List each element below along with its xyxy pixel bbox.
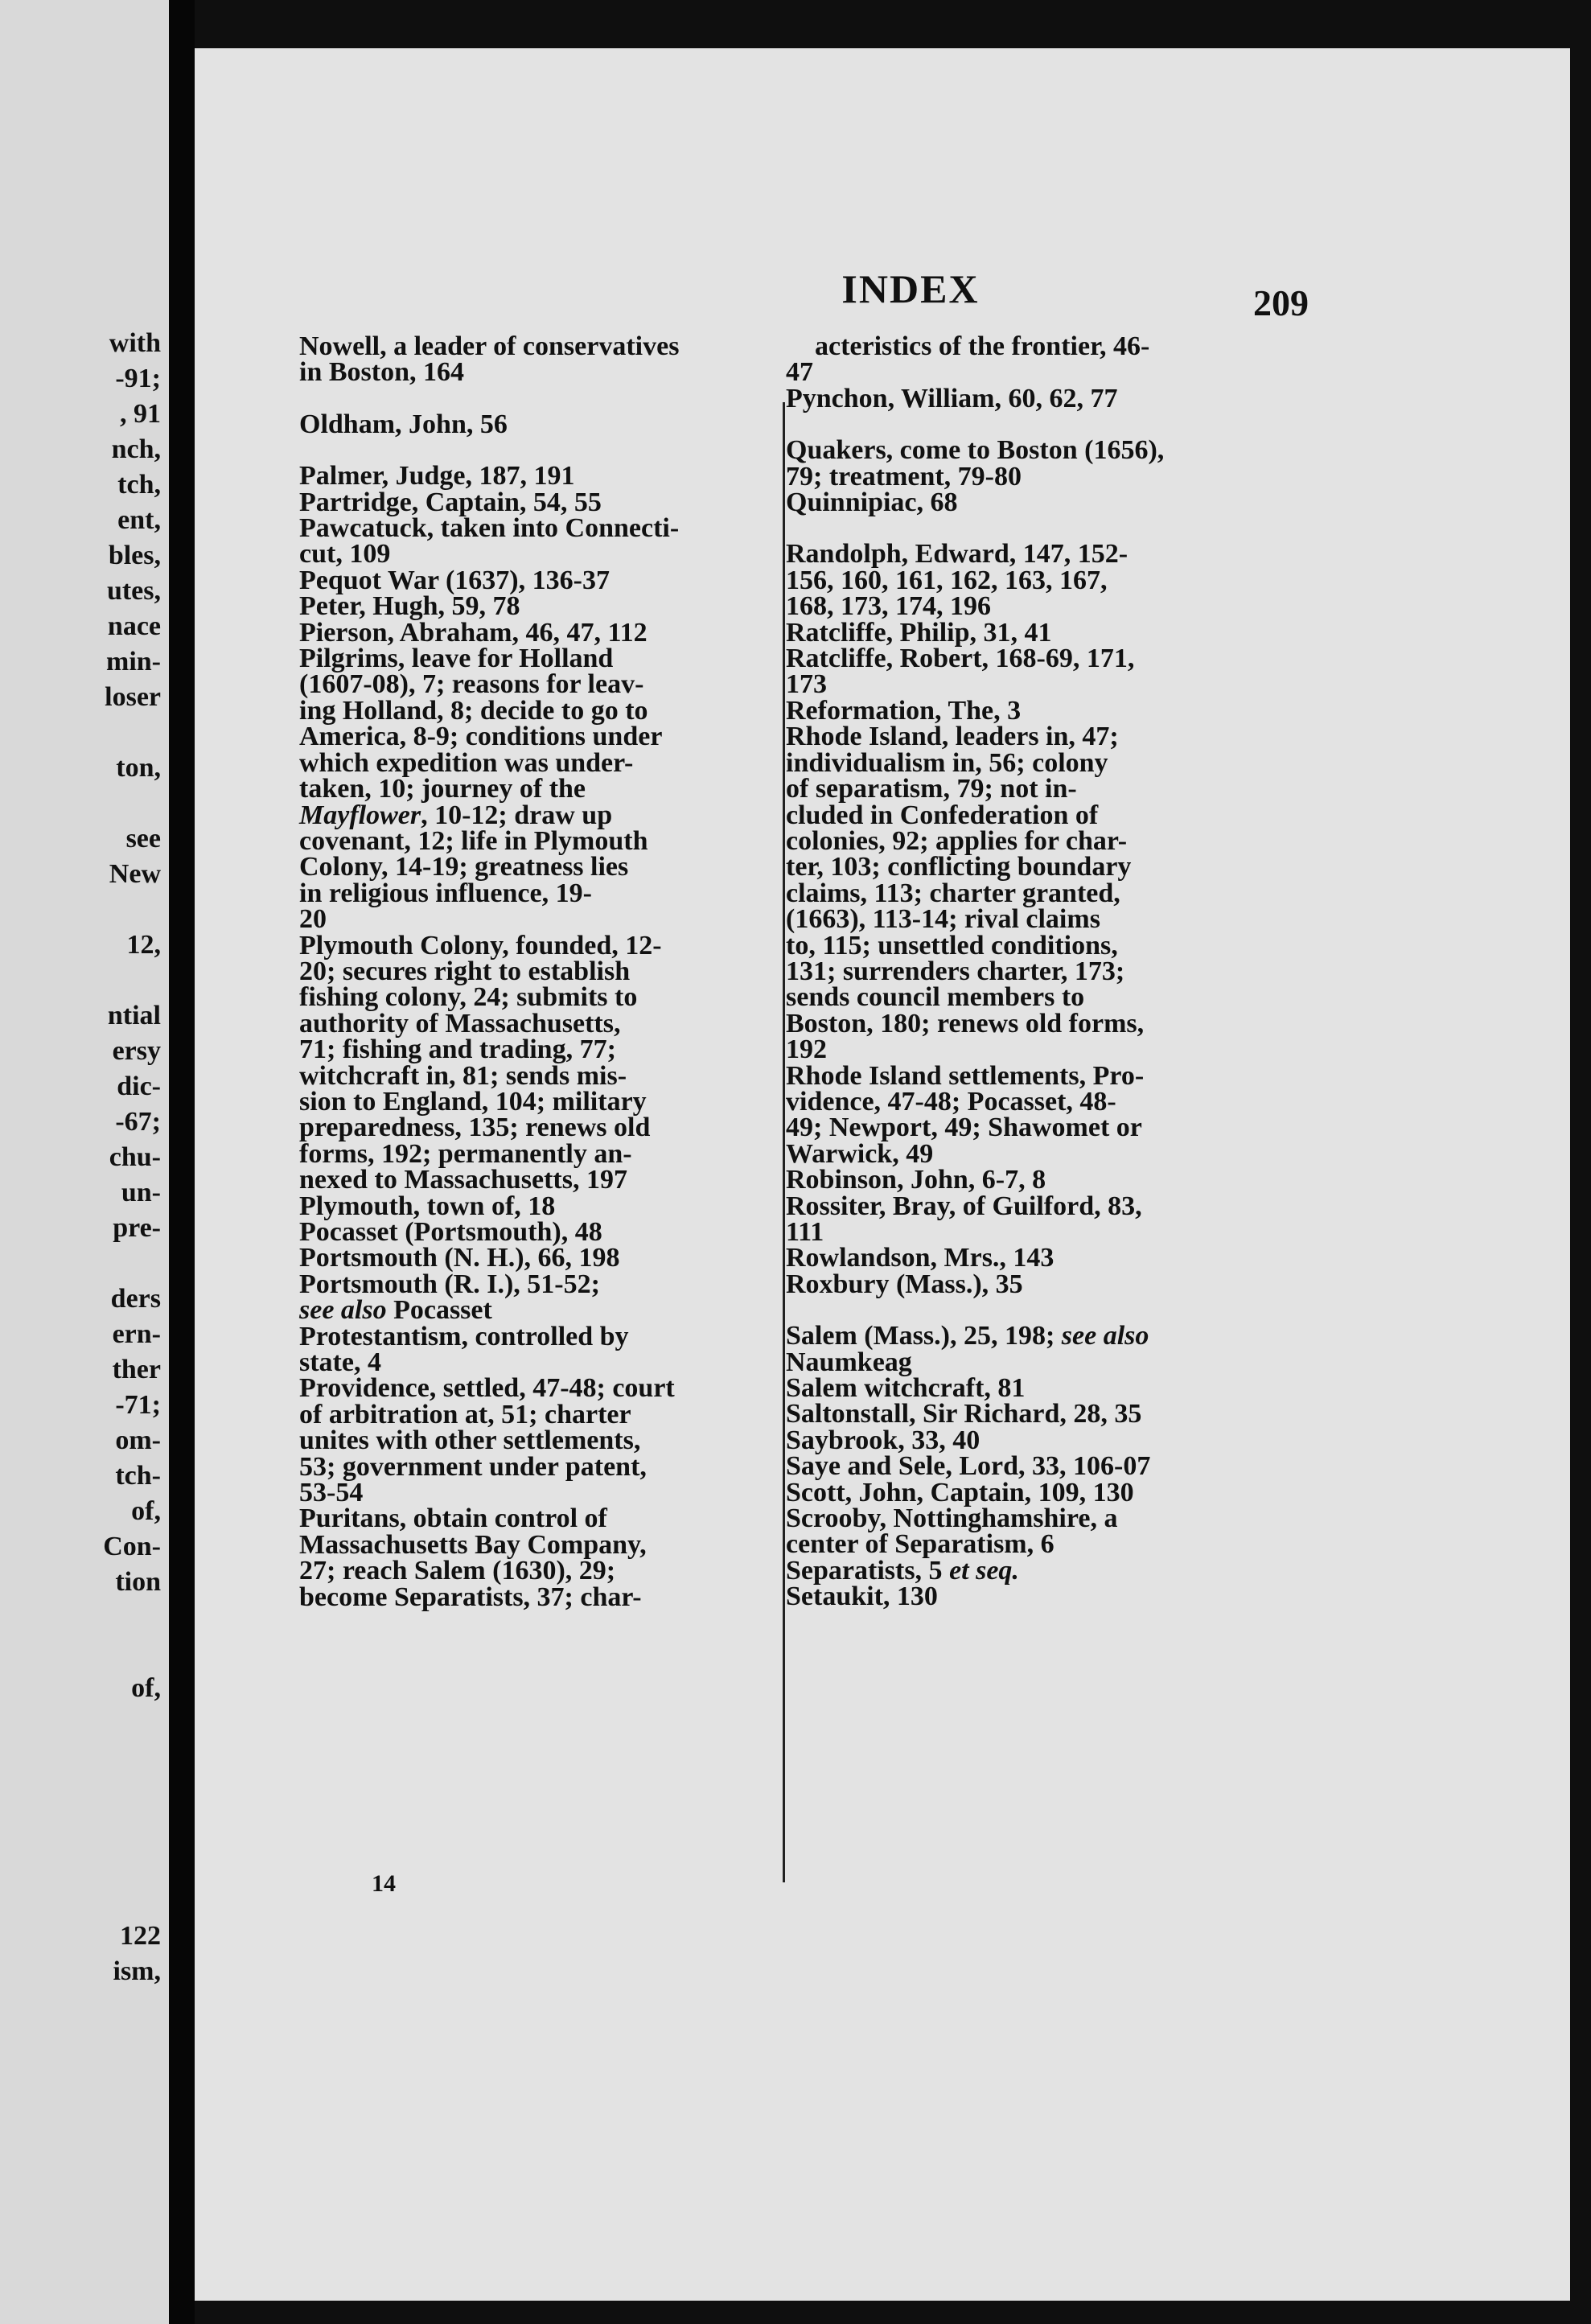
previous-page-fragment: loser [105,682,161,712]
index-entry-line: Scott, John, Captain, 109, 130 [786,1477,1134,1508]
index-entry-line: Randolph, Edward, 147, 152- [786,539,1128,570]
index-entry-line: Ratcliffe, Robert, 168-69, 171, [786,644,1135,674]
index-entry-line: sends council members to [786,982,1085,1013]
previous-page-fragment: ntial [107,1001,161,1030]
index-entry-line: 156, 160, 161, 162, 163, 167, [786,565,1108,595]
index-entry [299,1269,862,1326]
page-title: INDEX [841,266,980,311]
index-entry-line: Saltonstall, Sir Richard, 28, 35 [786,1399,1142,1429]
index-entry [299,1191,862,1221]
previous-page-fragment: -91; [115,364,161,393]
index-entry [299,513,862,570]
index-entry-line: Palmer, Judge, 187, 191 [299,461,575,492]
index-entry-line: Reformation, The, 3 [786,695,1022,726]
previous-page-fragment: , 91 [120,399,161,429]
previous-page-fragment: nace [107,611,161,641]
index-entry [786,617,1341,648]
signature-folio: 14 [372,1870,396,1897]
index-entry-line: Protestantism, controlled by [299,1321,629,1351]
index-entry-line: of separatism, 79; not in- [786,774,1077,804]
index-entry-line: (1663), 113-14; rival claims [786,904,1100,935]
previous-page-fragment: of, [131,1673,161,1703]
previous-page-fragment [0,1883,161,1919]
previous-page-fragment: with [109,328,161,358]
previous-page-fragment: of, [131,1496,161,1526]
index-entry [299,1245,862,1271]
index-entry-line: Quakers, come to Boston (1656), [786,435,1165,466]
index-entry [299,617,862,648]
index-entry-line: Colony, 14-19; greatness lies [299,852,629,882]
previous-page-fragment [0,963,161,998]
index-entry-line: which expedition was under- [299,747,634,778]
index-entry-line: authority of Massachusetts, [299,1008,621,1039]
index-entry [786,1323,1341,1376]
index-entry-continuation [786,331,1341,388]
index-section-gap [786,1298,1341,1323]
index-entry-line: nexed to Massachusetts, 197 [299,1165,627,1195]
index-entry-line: Rhode Island, leaders in, 47; [786,722,1119,752]
index-entry-line: claims, 113; charter granted, [786,878,1120,908]
index-entry-line: Scrooby, Nottinghamshire, a [786,1503,1118,1534]
previous-page-fragment [0,892,161,928]
index-entry-line: Nowell, a leader of conservatives [299,331,680,361]
previous-page-fragment [0,1246,161,1281]
index-entry [299,331,862,388]
index-entry-line: Oldham, John, 56 [299,409,508,439]
previous-page-fragment [0,1812,161,1848]
index-entry [786,646,1341,698]
index-entry [786,1060,1341,1169]
previous-page-fragment: utes, [106,576,161,606]
index-entry-line: state, 4 [299,1347,381,1378]
index-entry-line: 53; government under patent, [299,1451,647,1482]
index-entry-line: 53-54 [299,1478,364,1508]
index-entry-line: Massachusetts Bay Company, [299,1529,647,1560]
previous-page-fragment [0,786,161,821]
index-entry [786,1167,1341,1193]
previous-page-fragment: om- [115,1425,161,1455]
previous-page-fragment: 12, [126,930,161,960]
index-entry-line: Portsmouth (N. H.), 66, 198 [299,1243,620,1273]
index-entry-line: 192 [786,1034,827,1065]
index-entry-line: see also Pocasset [299,1295,492,1326]
previous-page-edge [0,0,169,2324]
previous-page-fragment: New [109,859,161,889]
index-entry-line: Peter, Hugh, 59, 78 [299,591,520,622]
index-entry-line: (1607-08), 7; reasons for leav- [299,669,644,700]
previous-page-fragment: bles, [108,541,161,570]
previous-page-fragment [0,1742,161,1777]
index-entry-line: ing Holland, 8; decide to go to [299,695,648,726]
previous-page-fragment: pre- [113,1213,161,1243]
index-entry-line: of arbitration at, 51; charter [299,1399,631,1429]
index-entry-line: witchcraft in, 81; sends mis- [299,1060,627,1091]
previous-page-fragment [0,1706,161,1742]
index-entry-line: Pawcatuck, taken into Connecti- [299,513,680,544]
index-entry [299,409,862,439]
index-entry [299,930,862,1195]
index-entry-line: Partridge, Captain, 54, 55 [299,487,602,517]
previous-page-fragment: 122 [120,1921,161,1951]
index-entry-line: Rossiter, Bray, of Guilford, 83, [786,1191,1142,1221]
previous-page-fragment [0,1777,161,1812]
index-entry [786,487,1341,518]
previous-page-fragment: dic- [117,1072,161,1101]
index-entry-line: forms, 192; permanently an- [299,1138,632,1169]
index-entry [786,1555,1341,1586]
index-entry [299,487,862,517]
index-entry-line: 47 [786,357,813,388]
index-entry [786,1451,1341,1482]
index-entry-line: fishing colony, 24; submits to [299,982,638,1013]
previous-page-fragment: un- [121,1178,161,1207]
index-section-gap [786,412,1341,438]
column-divider [783,402,785,1882]
index-entry-line: ter, 103; conflicting boundary [786,852,1132,882]
index-entry-line: Boston, 180; renews old forms, [786,1008,1145,1039]
index-entry-line: Setaukit, 130 [786,1582,938,1612]
index-entry-line: America, 8-9; conditions under [299,722,663,752]
index-page [195,48,1570,2301]
index-entry [299,591,862,622]
index-entry [786,383,1341,413]
previous-page-fragment: ern- [112,1319,161,1349]
index-entry-line: Saybrook, 33, 40 [786,1425,980,1455]
index-entry-line: 79; treatment, 79-80 [786,461,1022,492]
index-entry-line: Pocasset (Portsmouth), 48 [299,1217,602,1247]
previous-page-fragment: ent, [117,505,161,535]
index-entry-line: Pequot War (1637), 136-37 [299,565,610,595]
index-entry [786,1425,1341,1455]
index-entry-line: to, 115; unsettled conditions, [786,930,1118,960]
index-entry [299,1373,862,1508]
index-entry-line: Plymouth, town of, 18 [299,1191,556,1221]
index-entry-line: 71; fishing and trading, 77; [299,1034,616,1065]
index-entry [786,724,1341,1063]
index-entry-line: Naumkeag [786,1347,912,1377]
previous-page-fragment: -71; [115,1390,161,1420]
index-entry-line: cluded in Confederation of [786,800,1099,830]
index-entry-line: 20 [299,904,327,935]
book-gutter [169,0,195,2324]
previous-page-fragment: ism, [113,1956,161,1986]
index-section-gap [786,516,1341,541]
index-entry [786,1245,1341,1271]
index-entry [299,565,862,595]
index-entry-line: Plymouth Colony, founded, 12- [299,930,662,960]
previous-page-fragment: ton, [116,753,161,783]
index-entry [786,1477,1341,1508]
index-entry-line: in Boston, 164 [299,357,464,388]
index-entry-line: vidence, 47-48; Pocasset, 48- [786,1086,1116,1117]
index-entry-line: Portsmouth (R. I.), 51-52; [299,1269,600,1299]
index-entry-line: Robinson, John, 6-7, 8 [786,1165,1046,1195]
index-entry-line: Warwick, 49 [786,1138,934,1169]
index-entry-line: Pilgrims, leave for Holland [299,644,614,674]
previous-page-fragment: tion [115,1567,161,1597]
previous-page-fragment: tch, [117,470,161,500]
index-entry-line: Ratcliffe, Philip, 31, 41 [786,617,1052,648]
index-entry [299,1321,862,1378]
previous-page-fragment: -67; [115,1107,161,1137]
index-entry-line: 111 [786,1217,824,1247]
index-entry [786,1584,1341,1610]
index-entry [786,695,1341,726]
index-entry-line: Quinnipiac, 68 [786,487,958,518]
index-entry [786,1401,1341,1427]
index-entry [299,461,862,492]
index-entry-line: 49; Newport, 49; Shawomet or [786,1113,1142,1143]
index-entry-line: Separatists, 5 et seq. [786,1555,1019,1586]
previous-page-fragment [0,1635,161,1671]
index-entry [786,539,1341,622]
previous-page-fragment [0,1848,161,1883]
index-entry-line: cut, 109 [299,539,391,570]
index-entry [299,1217,862,1247]
previous-page-fragment [0,1600,161,1635]
page-number: 209 [1253,282,1309,323]
index-entry-line: Pierson, Abraham, 46, 47, 112 [299,617,648,648]
index-entry-line: 131; surrenders charter, 173; [786,956,1125,986]
index-entry-line: Puritans, obtain control of [299,1503,607,1534]
index-section-gap [299,438,862,463]
index-entry-line: taken, 10; journey of the [299,774,586,804]
index-entry [786,1191,1341,1247]
index-entry-line: 173 [786,669,827,700]
previous-page-fragment: ther [112,1355,161,1384]
index-entry-line: Pynchon, William, 60, 62, 77 [786,383,1118,413]
index-entry-line: unites with other settlements, [299,1425,641,1456]
index-entry-line: individualism in, 56; colony [786,747,1108,778]
index-column-right [786,331,1341,1612]
index-entry [786,1373,1341,1404]
index-entry-line: covenant, 12; life in Plymouth [299,825,648,856]
index-entry [786,435,1341,492]
previous-page-fragment: chu- [109,1142,161,1172]
index-entry [786,1269,1341,1299]
index-entry-line: Salem (Mass.), 25, 198; see also [786,1321,1149,1351]
previous-page-fragment: see [125,824,161,854]
index-entry-line: Rowlandson, Mrs., 143 [786,1243,1054,1273]
index-section-gap [299,386,862,412]
index-entry-line: in religious influence, 19- [299,878,592,908]
index-entry-line: Mayflower, 10-12; draw up [299,800,613,830]
previous-page-fragment: Con- [103,1532,161,1561]
index-entry-line: Providence, settled, 47-48; court [299,1373,675,1404]
index-entry-line: Salem witchcraft, 81 [786,1373,1026,1404]
index-entry [786,1503,1341,1560]
previous-page-fragment: ersy [112,1036,161,1066]
previous-page-fragment [0,715,161,751]
index-entry-line: 27; reach Salem (1630), 29; [299,1556,616,1586]
previous-page-fragment: nch, [111,434,161,464]
index-entry-line: 168, 173, 174, 196 [786,591,991,622]
index-entry-line: Saye and Sele, Lord, 33, 106-07 [786,1451,1151,1482]
index-entry-line: Roxbury (Mass.), 35 [786,1269,1023,1299]
index-entry-line: become Separatists, 37; char- [299,1582,642,1612]
index-entry-line: preparedness, 135; renews old [299,1113,651,1143]
previous-page-fragment: ders [110,1284,161,1314]
index-entry-line: 20; secures right to establish [299,956,631,986]
index-entry-line: acteristics of the frontier, 46- [815,331,1150,361]
index-entry-line: center of Separatism, 6 [786,1529,1054,1560]
index-entry-line: Rhode Island settlements, Pro- [786,1060,1145,1091]
index-entry-line: colonies, 92; applies for char- [786,825,1128,856]
index-entry-line: sion to England, 104; military [299,1086,647,1117]
previous-page-fragment: min- [106,647,161,677]
previous-page-text-fragments [0,326,161,1989]
index-entry [299,644,862,935]
previous-page-fragment: tch- [115,1461,161,1491]
